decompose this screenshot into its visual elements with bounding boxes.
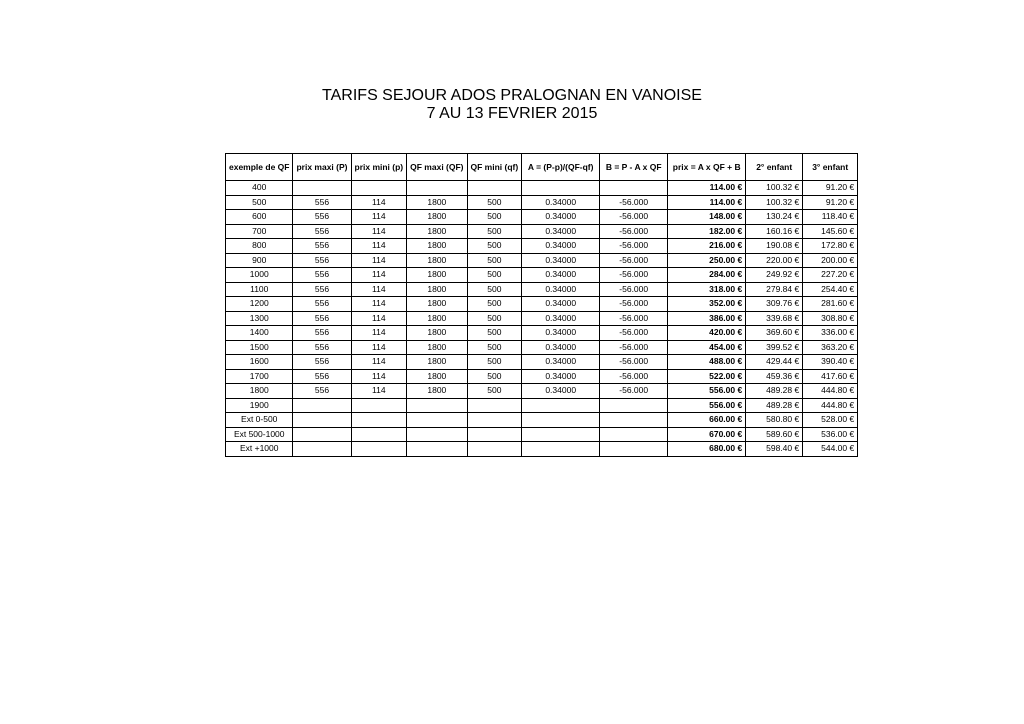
table-cell: 1800: [407, 224, 467, 239]
table-row: [226, 398, 858, 413]
table-cell: -56.000: [600, 297, 668, 312]
table-cell: -56.000: [600, 282, 668, 297]
table-cell: 1800: [407, 369, 467, 384]
table-cell: 544.00 €: [803, 442, 858, 457]
table-cell: 114: [351, 297, 407, 312]
table-cell: 500: [467, 297, 522, 312]
table-cell: [351, 181, 407, 196]
table-cell: 1800: [407, 355, 467, 370]
table-cell: [600, 442, 668, 457]
table-cell: 0.34000: [522, 195, 600, 210]
table-cell: [407, 398, 467, 413]
table-cell: 1300: [226, 311, 293, 326]
table-cell: 145.60 €: [803, 224, 858, 239]
table-cell: 556.00 €: [668, 398, 746, 413]
table-body: [226, 181, 858, 457]
table-cell: [522, 181, 600, 196]
table-cell: 0.34000: [522, 210, 600, 225]
table-cell: 114: [351, 239, 407, 254]
table-cell: 284.00 €: [668, 268, 746, 283]
table-cell: 1800: [407, 282, 467, 297]
table-cell: 556: [293, 297, 351, 312]
table-cell: 363.20 €: [803, 340, 858, 355]
table-cell: 0.34000: [522, 268, 600, 283]
table-row: [226, 210, 858, 225]
table-cell: -56.000: [600, 195, 668, 210]
table-cell: -56.000: [600, 210, 668, 225]
table-cell: 114: [351, 253, 407, 268]
table-cell: 114: [351, 210, 407, 225]
table-cell: 1800: [407, 253, 467, 268]
table-cell: 249.92 €: [746, 268, 803, 283]
table-cell: 500: [467, 253, 522, 268]
table-cell: [522, 413, 600, 428]
table-cell: 91.20 €: [803, 181, 858, 196]
table-cell: -56.000: [600, 253, 668, 268]
table-cell: 700: [226, 224, 293, 239]
table-cell: 556: [293, 224, 351, 239]
table-cell: 0.34000: [522, 355, 600, 370]
table-cell: 536.00 €: [803, 427, 858, 442]
table-cell: 400: [226, 181, 293, 196]
table-cell: 556: [293, 384, 351, 399]
table-cell: 500: [467, 195, 522, 210]
table-cell: 190.08 €: [746, 239, 803, 254]
table-cell: 352.00 €: [668, 297, 746, 312]
table-cell: [351, 413, 407, 428]
table-cell: 1800: [407, 326, 467, 341]
table-cell: 114.00 €: [668, 195, 746, 210]
table-cell: 1000: [226, 268, 293, 283]
table-cell: 900: [226, 253, 293, 268]
table-cell: 500: [467, 268, 522, 283]
table-cell: [351, 398, 407, 413]
table-cell: 1800: [226, 384, 293, 399]
table-cell: 1600: [226, 355, 293, 370]
table-cell: [293, 413, 351, 428]
table-cell: -56.000: [600, 384, 668, 399]
table-cell: -56.000: [600, 239, 668, 254]
table-cell: 1800: [407, 210, 467, 225]
table-cell: 0.34000: [522, 340, 600, 355]
table-cell: [351, 442, 407, 457]
table-cell: 556: [293, 282, 351, 297]
table-cell: Ext 0-500: [226, 413, 293, 428]
table-cell: 444.80 €: [803, 384, 858, 399]
table-cell: 1900: [226, 398, 293, 413]
table-cell: [600, 181, 668, 196]
table-cell: 680.00 €: [668, 442, 746, 457]
table-cell: -56.000: [600, 326, 668, 341]
table-cell: 339.68 €: [746, 311, 803, 326]
table-cell: 489.28 €: [746, 398, 803, 413]
table-cell: 1800: [407, 268, 467, 283]
table-cell: -56.000: [600, 268, 668, 283]
table-cell: 91.20 €: [803, 195, 858, 210]
table-cell: 500: [467, 369, 522, 384]
table-cell: [467, 442, 522, 457]
table-cell: [600, 427, 668, 442]
table-cell: [522, 398, 600, 413]
table-cell: 556: [293, 210, 351, 225]
table-row: [226, 311, 858, 326]
table-cell: 1800: [407, 239, 467, 254]
table-cell: 100.32 €: [746, 195, 803, 210]
table-cell: [600, 398, 668, 413]
table-cell: [293, 442, 351, 457]
table-cell: 556: [293, 311, 351, 326]
table-row: [226, 253, 858, 268]
table-row: [226, 355, 858, 370]
table-cell: 279.84 €: [746, 282, 803, 297]
table-cell: 660.00 €: [668, 413, 746, 428]
table-cell: 598.40 €: [746, 442, 803, 457]
table-cell: 600: [226, 210, 293, 225]
column-header: exemple de QF: [226, 154, 293, 181]
table-row: [226, 181, 858, 196]
table-cell: 114: [351, 282, 407, 297]
table-cell: 336.00 €: [803, 326, 858, 341]
table-cell: 500: [467, 282, 522, 297]
table-cell: 0.34000: [522, 239, 600, 254]
table-cell: 220.00 €: [746, 253, 803, 268]
table-cell: 500: [467, 224, 522, 239]
table-cell: [351, 427, 407, 442]
table-cell: 556: [293, 253, 351, 268]
table-row: [226, 384, 858, 399]
table-cell: 800: [226, 239, 293, 254]
table-cell: 1700: [226, 369, 293, 384]
table-cell: 1800: [407, 311, 467, 326]
table-cell: 500: [467, 355, 522, 370]
table-row: [226, 369, 858, 384]
table-cell: 0.34000: [522, 384, 600, 399]
table-cell: 589.60 €: [746, 427, 803, 442]
table-cell: 216.00 €: [668, 239, 746, 254]
column-header: 2° enfant: [746, 154, 803, 181]
table-cell: 488.00 €: [668, 355, 746, 370]
table-row: [226, 427, 858, 442]
table-cell: 399.52 €: [746, 340, 803, 355]
table-cell: 130.24 €: [746, 210, 803, 225]
table-cell: 386.00 €: [668, 311, 746, 326]
table-row: [226, 340, 858, 355]
table-cell: 148.00 €: [668, 210, 746, 225]
table-cell: 100.32 €: [746, 181, 803, 196]
table-cell: 0.34000: [522, 369, 600, 384]
table-cell: 420.00 €: [668, 326, 746, 341]
table-cell: 500: [467, 311, 522, 326]
table-cell: [293, 181, 351, 196]
table-cell: 580.80 €: [746, 413, 803, 428]
table-cell: 500: [467, 210, 522, 225]
table-cell: 556: [293, 326, 351, 341]
table-cell: 500: [467, 239, 522, 254]
table-cell: 500: [467, 340, 522, 355]
table-cell: 429.44 €: [746, 355, 803, 370]
table-cell: 0.34000: [522, 224, 600, 239]
table-row: [226, 442, 858, 457]
table-cell: 369.60 €: [746, 326, 803, 341]
table-cell: [467, 181, 522, 196]
table-cell: 1500: [226, 340, 293, 355]
table-cell: 556: [293, 369, 351, 384]
table-cell: 281.60 €: [803, 297, 858, 312]
table-cell: 556: [293, 239, 351, 254]
table-cell: 459.36 €: [746, 369, 803, 384]
table-cell: 522.00 €: [668, 369, 746, 384]
table-cell: 318.00 €: [668, 282, 746, 297]
table-row: [226, 282, 858, 297]
table-cell: 114: [351, 224, 407, 239]
table-cell: 556: [293, 268, 351, 283]
table-cell: 444.80 €: [803, 398, 858, 413]
table-cell: 200.00 €: [803, 253, 858, 268]
column-header: B = P - A x QF: [600, 154, 668, 181]
table-cell: -56.000: [600, 355, 668, 370]
table-cell: 556: [293, 340, 351, 355]
table-cell: 556: [293, 355, 351, 370]
table-cell: 309.76 €: [746, 297, 803, 312]
table-cell: 0.34000: [522, 311, 600, 326]
table-cell: 254.40 €: [803, 282, 858, 297]
table-cell: -56.000: [600, 369, 668, 384]
table-cell: 1800: [407, 297, 467, 312]
table-header-row: [226, 154, 858, 181]
table-cell: 489.28 €: [746, 384, 803, 399]
table-cell: [407, 442, 467, 457]
table-cell: 1100: [226, 282, 293, 297]
table-cell: 114: [351, 268, 407, 283]
table-cell: 1800: [407, 384, 467, 399]
table-cell: [293, 398, 351, 413]
table-cell: 1800: [407, 340, 467, 355]
table-cell: 114: [351, 340, 407, 355]
table-cell: 500: [467, 326, 522, 341]
column-header: prix = A x QF + B: [668, 154, 746, 181]
table-cell: [600, 413, 668, 428]
table-row: [226, 326, 858, 341]
column-header: prix maxi (P): [293, 154, 351, 181]
table-cell: [467, 398, 522, 413]
table-cell: 556.00 €: [668, 384, 746, 399]
title-line-2: 7 AU 13 FEVRIER 2015: [426, 105, 598, 122]
column-header: QF maxi (QF): [407, 154, 467, 181]
table-cell: [293, 427, 351, 442]
table-cell: 182.00 €: [668, 224, 746, 239]
document-title: [0, 87, 1024, 123]
table-cell: 1800: [407, 195, 467, 210]
table-cell: 250.00 €: [668, 253, 746, 268]
table-cell: [467, 413, 522, 428]
table-cell: 114: [351, 311, 407, 326]
column-header: 3° enfant: [803, 154, 858, 181]
table-cell: 308.80 €: [803, 311, 858, 326]
table-cell: 0.34000: [522, 297, 600, 312]
table-cell: 417.60 €: [803, 369, 858, 384]
table-cell: 1200: [226, 297, 293, 312]
table-cell: 114: [351, 326, 407, 341]
table-cell: [407, 181, 467, 196]
table-cell: Ext +1000: [226, 442, 293, 457]
table-row: [226, 268, 858, 283]
table-cell: 0.34000: [522, 253, 600, 268]
table-cell: [522, 442, 600, 457]
table-cell: 160.16 €: [746, 224, 803, 239]
table-cell: 0.34000: [522, 282, 600, 297]
table-cell: 528.00 €: [803, 413, 858, 428]
table-cell: 556: [293, 195, 351, 210]
table-cell: 114: [351, 355, 407, 370]
table-cell: 114: [351, 195, 407, 210]
table-cell: -56.000: [600, 311, 668, 326]
table-row: [226, 224, 858, 239]
table-cell: [407, 413, 467, 428]
table-cell: Ext 500-1000: [226, 427, 293, 442]
title-line-1: TARIFS SEJOUR ADOS PRALOGNAN EN VANOISE: [322, 87, 702, 104]
table-row: [226, 297, 858, 312]
table-row: [226, 413, 858, 428]
table-cell: 454.00 €: [668, 340, 746, 355]
table-cell: [467, 427, 522, 442]
table-cell: 500: [226, 195, 293, 210]
table-cell: 118.40 €: [803, 210, 858, 225]
table-cell: 500: [467, 384, 522, 399]
table-cell: 114.00 €: [668, 181, 746, 196]
column-header: A = (P-p)/(QF-qf): [522, 154, 600, 181]
table-cell: -56.000: [600, 340, 668, 355]
table-cell: -56.000: [600, 224, 668, 239]
table-row: [226, 239, 858, 254]
table-cell: 114: [351, 369, 407, 384]
table-cell: 227.20 €: [803, 268, 858, 283]
table-cell: 172.80 €: [803, 239, 858, 254]
column-header: QF mini (qf): [467, 154, 522, 181]
table-cell: 390.40 €: [803, 355, 858, 370]
table-cell: [407, 427, 467, 442]
table-cell: 670.00 €: [668, 427, 746, 442]
table-cell: 0.34000: [522, 326, 600, 341]
tarifs-table: [225, 153, 858, 457]
column-header: prix mini (p): [351, 154, 407, 181]
table-cell: 114: [351, 384, 407, 399]
table-row: [226, 195, 858, 210]
table-cell: [522, 427, 600, 442]
table-cell: 1400: [226, 326, 293, 341]
